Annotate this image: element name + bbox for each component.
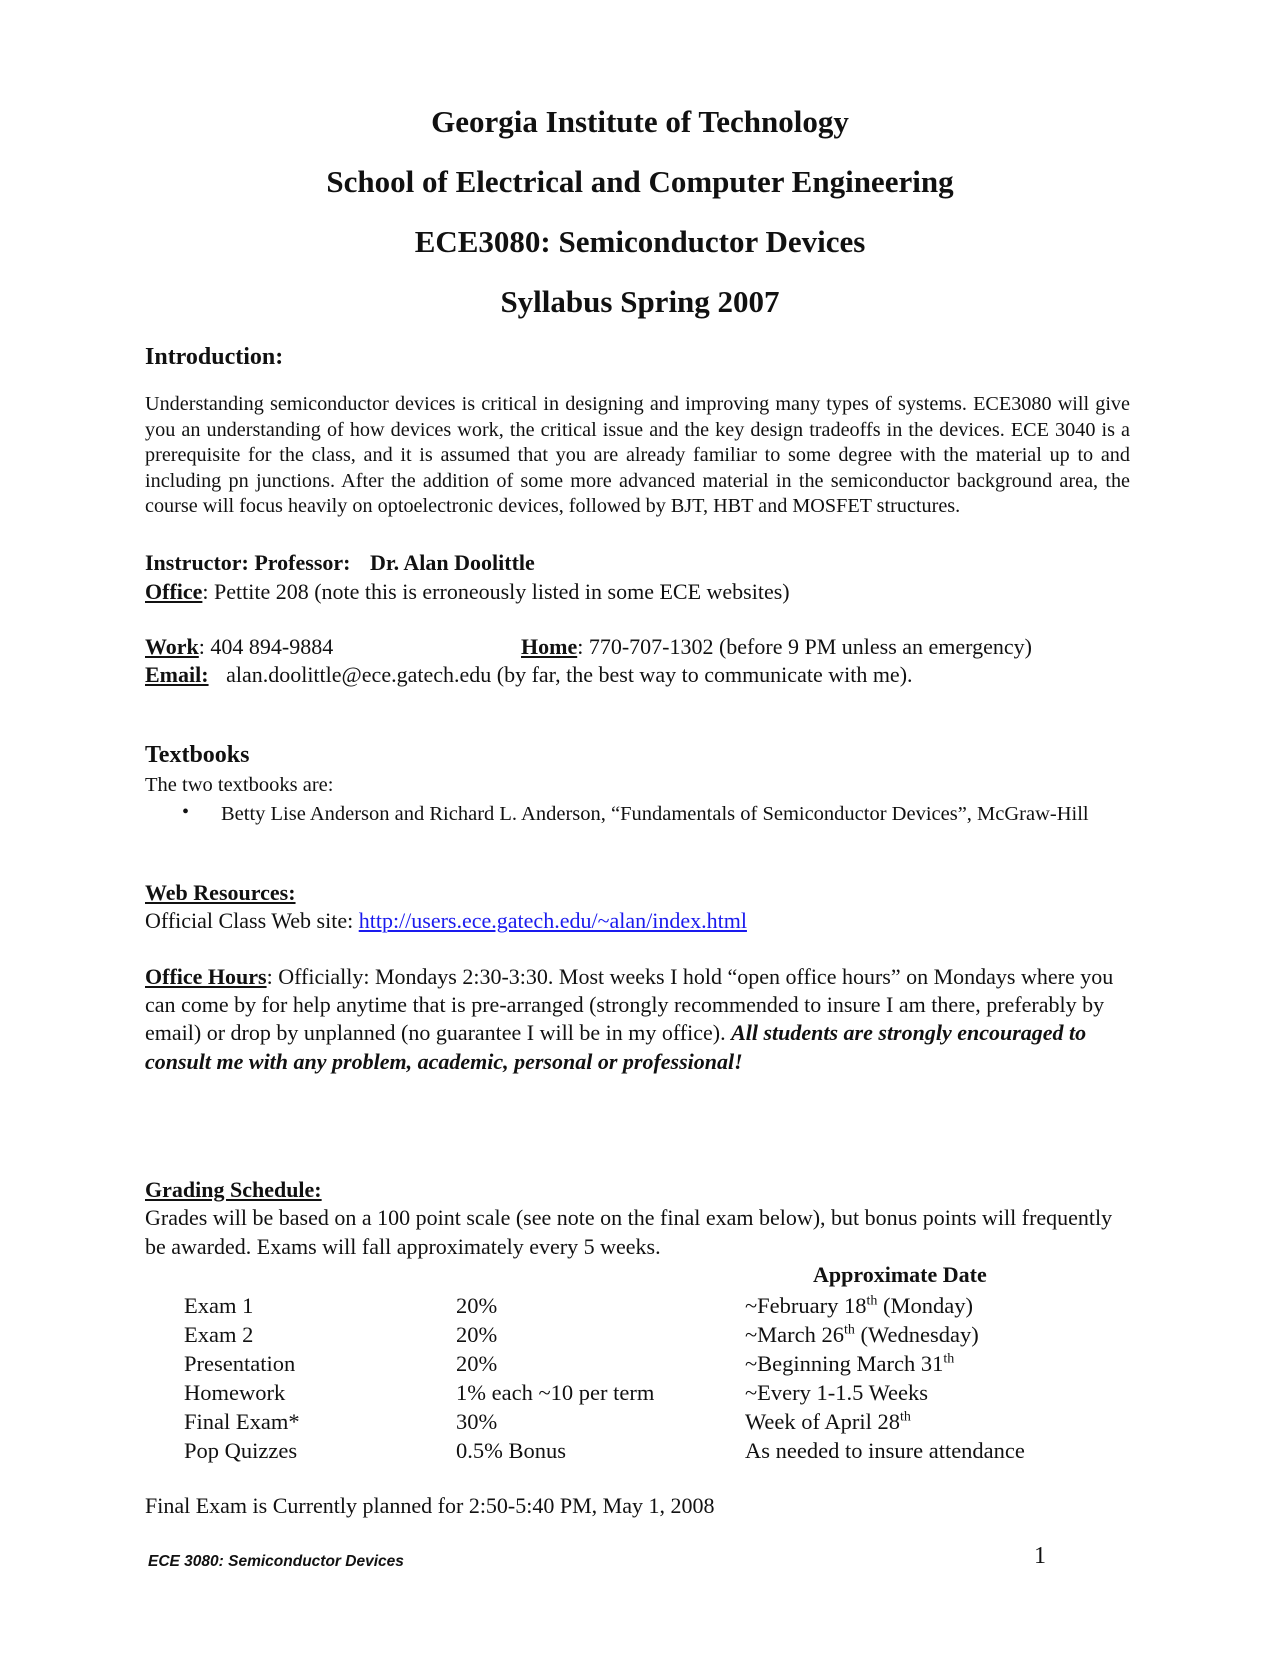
grade-weight: 0.5% Bonus bbox=[456, 1438, 567, 1463]
web-site-label: Official Class Web site: bbox=[145, 908, 359, 933]
introduction-text: Understanding semiconductor devices is critical in designing and improving many types of systems. ECE3080 will give you an understanding of how devices work, the critical issue and the key design tradeoffs in the devices. ECE 3040 is a prerequisite for the class, and it is assumed that you are already familiar to some degree with the material up to and including pn junctions. After the addition of some more advanced material in the semiconductor background area, the course will focus heavily on optoelectronic devices, followed by BJT, HBT and MOSFET structures. bbox=[145, 393, 1130, 518]
grade-weight: 30% bbox=[456, 1409, 498, 1434]
grading-text: Grades will be based on a 100 point scale (see note on the final exam below), but bonus points will frequently be awarded. Exams will fall approximately every 5 weeks. bbox=[145, 1205, 1113, 1259]
grade-date: Week of April 28th bbox=[745, 1409, 911, 1434]
institution-title: Georgia Institute of Technology bbox=[431, 104, 849, 139]
footer-course: ECE 3080: Semiconductor Devices bbox=[148, 1553, 404, 1570]
office-hours-heading: Office Hours bbox=[145, 964, 267, 989]
grade-date: As needed to insure attendance bbox=[745, 1438, 1025, 1463]
grade-date: ~March 26th (Wednesday) bbox=[745, 1322, 979, 1347]
grade-item: Pop Quizzes bbox=[184, 1438, 298, 1463]
page-number: 1 bbox=[1034, 1543, 1046, 1569]
instructor-line bbox=[145, 550, 535, 576]
grade-date: ~February 18th (Monday) bbox=[745, 1293, 974, 1318]
grade-date: ~Beginning March 31th bbox=[745, 1351, 955, 1376]
office-label: Office bbox=[145, 579, 203, 604]
grade-item: Presentation bbox=[184, 1351, 296, 1376]
bullet-icon: • bbox=[182, 801, 190, 823]
grade-weight: 20% bbox=[456, 1351, 498, 1376]
office-line bbox=[145, 579, 790, 605]
approximate-date-header: Approximate Date bbox=[813, 1262, 987, 1287]
grade-item: Final Exam* bbox=[184, 1409, 300, 1434]
grade-date: ~Every 1-1.5 Weeks bbox=[745, 1380, 929, 1405]
web-resources-heading: Web Resources: bbox=[145, 880, 296, 905]
grading-heading: Grading Schedule: bbox=[145, 1177, 322, 1202]
textbook-item: Betty Lise Anderson and Richard L. Anderson, “Fundamentals of Semiconductor Devices”, McGraw-Hill bbox=[221, 803, 1089, 825]
office-hours-text: : Officially: Mondays 2:30-3:30. Most weeks I hold “open office hours” on Mondays where you can come by for help anytime that is pre-arranged (strongly recommended to insure I am there, preferably by email) or drop by unplanned (no guarantee I will be in my office). bbox=[145, 964, 1114, 1046]
email-line bbox=[145, 662, 913, 688]
grade-weight: 20% bbox=[456, 1293, 498, 1318]
introduction-heading: Introduction: bbox=[145, 344, 284, 370]
grade-item: Homework bbox=[184, 1380, 286, 1405]
grade-item: Exam 1 bbox=[184, 1293, 254, 1318]
office-hours-paragraph bbox=[145, 963, 1135, 1076]
office-hours-emphasis: All students are strongly encouraged to consult me with any problem, academic, personal or professional! bbox=[145, 1020, 1087, 1074]
syllabus-title: Syllabus Spring 2007 bbox=[500, 284, 780, 319]
textbooks-intro: The two textbooks are: bbox=[145, 774, 334, 796]
table-row bbox=[184, 1407, 1084, 1436]
school-title: School of Electrical and Computer Engineering bbox=[326, 164, 954, 199]
email-label: Email: bbox=[145, 662, 209, 687]
grade-item: Exam 2 bbox=[184, 1322, 254, 1347]
home-label: Home bbox=[521, 634, 578, 659]
instructor-label: Instructor: Professor: bbox=[145, 550, 351, 575]
work-value: : 404 894-9884 bbox=[198, 634, 334, 659]
table-row bbox=[184, 1378, 1084, 1407]
textbooks-heading: Textbooks bbox=[145, 742, 250, 768]
table-row bbox=[184, 1320, 1084, 1349]
home-value: : 770-707-1302 (before 9 PM unless an emergency) bbox=[577, 634, 1032, 659]
grading-table bbox=[184, 1291, 1084, 1465]
work-label: Work bbox=[145, 634, 199, 659]
final-exam-note: Final Exam is Currently planned for 2:50-5:40 PM, May 1, 2008 bbox=[145, 1493, 715, 1518]
home-phone bbox=[521, 634, 1032, 660]
instructor-name: Dr. Alan Doolittle bbox=[369, 550, 535, 575]
course-title: ECE3080: Semiconductor Devices bbox=[414, 224, 866, 259]
table-row bbox=[184, 1349, 1084, 1378]
web-site-line bbox=[145, 908, 747, 934]
work-phone bbox=[145, 634, 333, 660]
grade-weight: 20% bbox=[456, 1322, 498, 1347]
email-value: alan.doolittle@ece.gatech.edu (by far, the best way to communicate with me). bbox=[226, 662, 913, 687]
table-row bbox=[184, 1291, 1084, 1320]
grade-weight: 1% each ~10 per term bbox=[456, 1380, 655, 1405]
office-value: : Pettite 208 (note this is erroneously listed in some ECE websites) bbox=[202, 579, 790, 604]
class-website-link[interactable]: http://users.ece.gatech.edu/~alan/index.html bbox=[358, 908, 747, 933]
table-row bbox=[184, 1436, 1084, 1465]
